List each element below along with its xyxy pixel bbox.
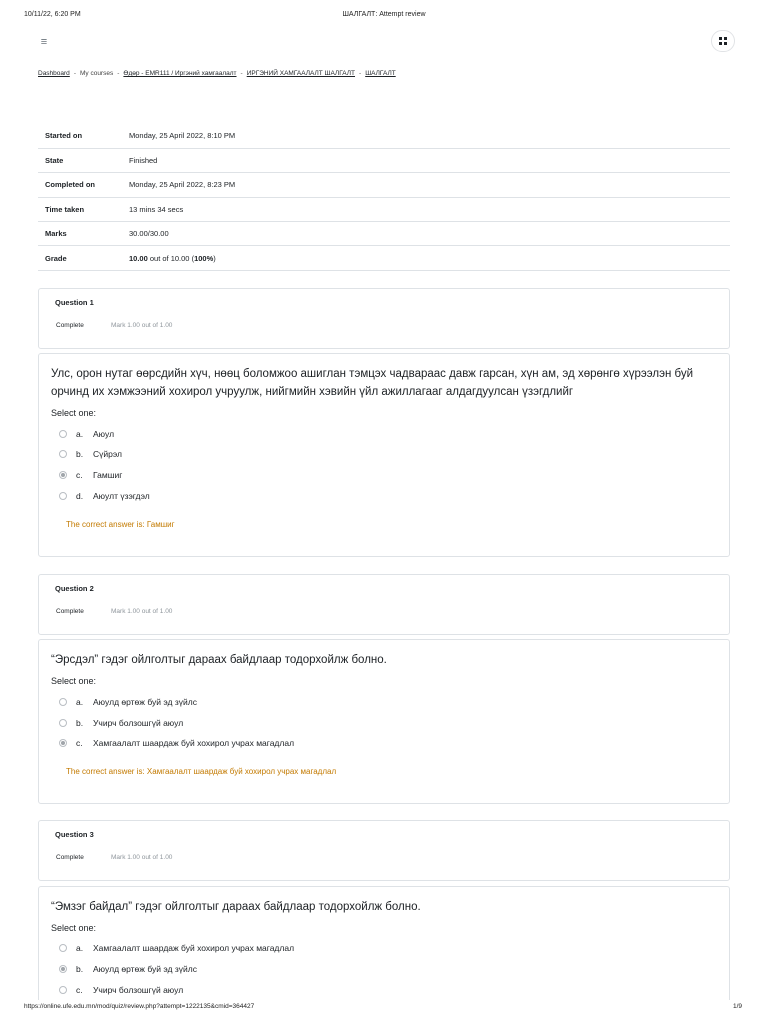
answer-option[interactable] [59,489,150,503]
grade-out-of: out of 10.00 ( [147,253,195,263]
radio-button-selected[interactable] [59,471,67,479]
print-title: ШАЛГАЛТ: Attempt review [342,11,426,18]
select-one-prompt: Select one: [51,676,97,686]
radio-button-selected[interactable] [59,739,67,747]
option-text: Гамшиг [93,470,123,480]
answer-option[interactable] [59,962,197,976]
summary-label: State [45,156,64,166]
option-letter: c. [76,470,83,480]
question-content [38,353,730,557]
question-text: Улс, орон нутаг өөрсдийн хүч, нөөц боломжоо ашиглан тэмцэх чадвараас давж гарсан, хүн ам, эд хөрөнгө хүрээлэн буй орчинд их хэмжээний хохирол учруулж, нийгмийн хэвийн үйл ажиллагааг алдагдуулсан үзэгдлийг [51,368,694,398]
question-number: Question 2 [55,584,94,593]
summary-label: Marks [45,229,67,239]
summary-row-time-taken [38,197,730,221]
question-state: Complete [56,854,84,861]
summary-value: Monday, 25 April 2022, 8:23 PM [129,180,236,190]
answer-option[interactable] [59,447,122,461]
radio-button[interactable] [59,986,67,994]
option-text: Хамгаалалт шаардаж буй хохирол учрах магадлал [93,738,295,748]
radio-button[interactable] [59,719,67,727]
summary-label: Completed on [45,180,95,190]
summary-row-grade [38,246,730,270]
question-info [38,820,730,881]
question-info [38,574,730,635]
option-letter: c. [76,985,83,995]
breadcrumb-course[interactable]: Өдөр - EMR111 / Иргэний хамгаалалт [123,70,237,77]
summary-row-state [38,148,730,172]
radio-button[interactable] [59,450,67,458]
hamburger-menu-icon[interactable]: ≡ [40,36,48,48]
print-date: 10/11/22, 6:20 PM [24,11,81,18]
question-mark: Mark 1.00 out of 1.00 [111,608,173,615]
radio-button[interactable] [59,430,67,438]
option-text: Аюулт үзэгдэл [93,491,150,501]
answer-option[interactable] [59,427,114,441]
answer-option[interactable] [59,695,197,709]
summary-label: Grade [45,253,67,263]
summary-value: Finished [129,156,158,166]
question-mark: Mark 1.00 out of 1.00 [111,854,173,861]
option-letter: b. [76,718,84,728]
breadcrumb-section[interactable]: ИРГЭНИЙ ХАМГААЛАЛТ ШАЛГАЛТ [246,70,356,77]
option-text: Учирч болзошгүй аюул [93,985,184,995]
grade-close: ) [213,253,216,263]
print-header [0,11,768,23]
summary-row-started [38,124,730,148]
apps-grid-icon [719,37,727,45]
option-text: Сүйрэл [93,449,122,459]
answer-option[interactable] [59,468,122,482]
attempt-summary-table [38,124,730,271]
question-text: “Эмзэг байдал” гэдэг ойлголтыг дараах байдлаар тодорхойлж болно. [51,901,421,913]
summary-row-completed [38,173,730,197]
option-letter: a. [76,429,84,439]
answer-option[interactable] [59,941,294,955]
option-letter: a. [76,943,84,953]
question-number: Question 3 [55,830,94,839]
breadcrumb-quiz[interactable]: ШАЛГАЛТ [365,70,396,77]
question-text: “Эрсдэл” гэдэг ойлголтыг дараах байдлаар тодорхойлж болно. [51,654,387,666]
summary-label: Started on [45,131,83,141]
radio-button[interactable] [59,492,67,500]
summary-value: 30.00/30.00 [129,229,169,239]
question-content [38,886,730,1000]
summary-value [122,246,730,270]
summary-value: Monday, 25 April 2022, 8:10 PM [129,131,236,141]
option-letter: d. [76,491,84,501]
breadcrumb-separator: - [117,70,120,77]
option-text: Аюулд өртөж буй эд зүйлс [93,964,197,974]
option-text: Учирч болзошгүй аюул [93,718,184,728]
grade-score: 10.00 [129,253,148,263]
answer-option[interactable] [59,716,183,730]
question-state: Complete [56,608,84,615]
question-mark: Mark 1.00 out of 1.00 [111,322,173,329]
correct-answer-feedback: The correct answer is: Хамгаалалт шаардаж буй хохирол учрах магадлал [66,767,337,776]
question-number: Question 1 [55,298,94,307]
option-letter: b. [76,449,84,459]
select-one-prompt: Select one: [51,923,97,933]
breadcrumb-separator: - [73,70,76,77]
select-one-prompt: Select one: [51,408,97,418]
option-text: Хамгаалалт шаардаж буй хохирол учрах магадлал [93,943,295,953]
option-letter: a. [76,697,84,707]
option-letter: c. [76,738,83,748]
print-footer-url: https://online.ufe.edu.mn/mod/quiz/review.php?attempt=1222135&cmid=364427 [24,1003,255,1010]
question-content [38,639,730,804]
breadcrumb-separator: - [240,70,243,77]
print-page-number: 1/9 [733,1003,743,1010]
question-info [38,288,730,349]
breadcrumb [38,70,396,77]
grade-percent: 100% [194,253,214,263]
question-state: Complete [56,322,84,329]
answer-option[interactable] [59,983,183,997]
option-text: Аюул [93,429,115,439]
breadcrumb-my-courses: My courses [79,70,114,77]
breadcrumb-separator: - [359,70,362,77]
radio-button[interactable] [59,944,67,952]
option-letter: b. [76,964,84,974]
option-text: Аюулд өртөж буй эд зүйлс [93,697,197,707]
radio-button-selected[interactable] [59,965,67,973]
correct-answer-feedback: The correct answer is: Гамшиг [66,520,175,529]
summary-row-marks [38,222,730,246]
summary-value: 13 mins 34 secs [129,204,184,214]
apps-grid-button[interactable] [711,30,735,52]
summary-label: Time taken [45,204,85,214]
answer-option[interactable] [59,736,294,750]
radio-button[interactable] [59,698,67,706]
breadcrumb-dashboard[interactable]: Dashboard [38,70,70,77]
